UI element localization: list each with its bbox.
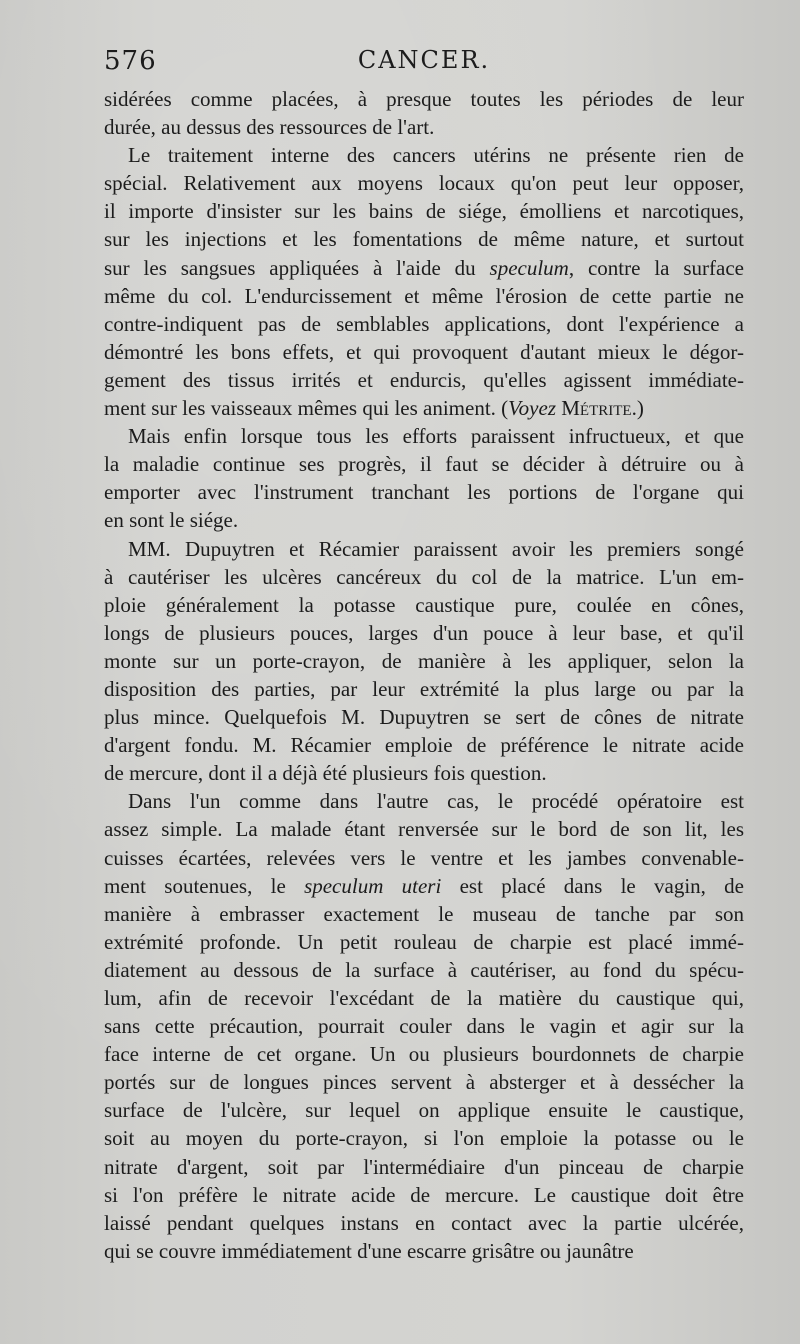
page-header bbox=[104, 46, 744, 86]
body-text bbox=[104, 85, 744, 1265]
text-line: plus mince. Quelquefois M. Dupuytren se sert de cônes de nitrate bbox=[104, 705, 744, 730]
text-line: lum, afin de recevoir l'excédant de la matière du caustique qui, bbox=[104, 986, 744, 1010]
text-line: si l'on préfère le nitrate acide de mercure. Le caustique doit être bbox=[104, 1182, 744, 1207]
text-line: ment sur les vaisseaux mêmes qui les animent. (Voyez Métrite.) bbox=[104, 396, 644, 421]
text-line: il importe d'insister sur les bains de siége, émolliens et narcotiques, bbox=[104, 199, 744, 224]
italic-text: speculum uteri bbox=[304, 873, 442, 898]
italic-text: speculum bbox=[489, 255, 569, 280]
text-line: disposition des parties, par leur extrémité la plus large ou par la bbox=[104, 676, 744, 701]
paragraph bbox=[104, 85, 744, 141]
text-line: emporter avec l'instrument tranchant les portions de l'organe qui bbox=[104, 480, 744, 505]
text-line: sans cette précaution, pourrait couler dans le vagin et agir sur la bbox=[104, 1014, 744, 1039]
text-line: assez simple. La malade étant renversée sur le bord de son lit, les bbox=[104, 817, 744, 842]
small-caps-text: Métrite bbox=[561, 396, 632, 421]
running-title: CANCER. bbox=[357, 46, 491, 74]
text-line: sidérées comme placées, à presque toutes les périodes de leur bbox=[104, 87, 744, 111]
text-line: de mercure, dont il a déjà été plusieurs fois question. bbox=[104, 761, 547, 786]
page-number: 576 bbox=[104, 46, 157, 76]
text-line: Dans l'un comme dans l'autre cas, le procédé opératoire est bbox=[128, 789, 744, 814]
text-line: Le traitement interne des cancers utérins ne présente rien de bbox=[128, 143, 744, 168]
text-line: nitrate d'argent, soit par l'intermédiaire d'un pinceau de charpie bbox=[104, 1154, 744, 1179]
italic-text: Voyez bbox=[508, 396, 556, 421]
text-line: surface de l'ulcère, sur lequel on applique ensuite le caustique, bbox=[104, 1098, 744, 1123]
paragraph bbox=[104, 422, 744, 534]
text-line: spécial. Relativement aux moyens locaux qu'on peut leur opposer, bbox=[104, 171, 744, 196]
text-line: démontré les bons effets, et qui provoquent d'autant mieux le dégor- bbox=[104, 339, 744, 364]
text-line: à cautériser les ulcères cancéreux du col de la matrice. L'un em- bbox=[104, 564, 744, 589]
text-line: manière à embrasser exactement le museau de tanche par son bbox=[104, 901, 744, 926]
text-line: la maladie continue ses progrès, il faut se décider à détruire ou à bbox=[104, 452, 744, 477]
text-line: portés sur de longues pinces servent à absterger et à dessécher la bbox=[104, 1070, 744, 1095]
text-line: sur les injections et les fomentations de même nature, et surtout bbox=[104, 227, 744, 252]
text-line: sur les sangsues appliquées à l'aide du speculum, contre la surface bbox=[104, 255, 744, 280]
text-line: contre-indiquent pas de semblables applications, dont l'expérience a bbox=[104, 311, 744, 336]
text-line: ploie généralement la potasse caustique pure, coulée en cônes, bbox=[104, 592, 744, 617]
text-line: face interne de cet organe. Un ou plusieurs bourdonnets de charpie bbox=[104, 1042, 744, 1067]
text-line: qui se couvre immédiatement d'une escarre grisâtre ou jaunâtre bbox=[104, 1238, 634, 1263]
text-line: extrémité profonde. Un petit rouleau de charpie est placé immé- bbox=[104, 929, 744, 954]
text-line: longs de plusieurs pouces, larges d'un pouce à leur base, et qu'il bbox=[104, 620, 744, 645]
text-line: Mais enfin lorsque tous les efforts paraissent infructueux, et que bbox=[128, 424, 744, 449]
text-line: cuisses écartées, relevées vers le ventre et les jambes convenable- bbox=[104, 845, 744, 870]
text-line: durée, au dessus des ressources de l'art. bbox=[104, 115, 435, 140]
text-line: MM. Dupuytren et Récamier paraissent avoir les premiers songé bbox=[128, 536, 744, 561]
paragraph bbox=[104, 787, 744, 1265]
text-line: gement des tissus irrités et endurcis, qu'elles agissent immédiate- bbox=[104, 367, 744, 392]
text-line: en sont le siége. bbox=[104, 508, 239, 533]
paragraph bbox=[104, 535, 744, 788]
text-line: ment soutenues, le speculum uteri est placé dans le vagin, de bbox=[104, 873, 745, 898]
text-line: même du col. L'endurcissement et même l'érosion de cette partie ne bbox=[104, 283, 744, 308]
paragraph bbox=[104, 141, 744, 422]
text-line: soit au moyen du porte-crayon, si l'on emploie la potasse ou le bbox=[104, 1126, 744, 1151]
text-line: diatement au dessous de la surface à cautériser, au fond du spécu- bbox=[104, 957, 744, 982]
text-line: laissé pendant quelques instans en contact avec la partie ulcérée, bbox=[104, 1210, 744, 1235]
text-line: d'argent fondu. M. Récamier emploie de préférence le nitrate acide bbox=[104, 733, 744, 758]
text-line: monte sur un porte-crayon, de manière à les appliquer, selon la bbox=[104, 648, 744, 673]
